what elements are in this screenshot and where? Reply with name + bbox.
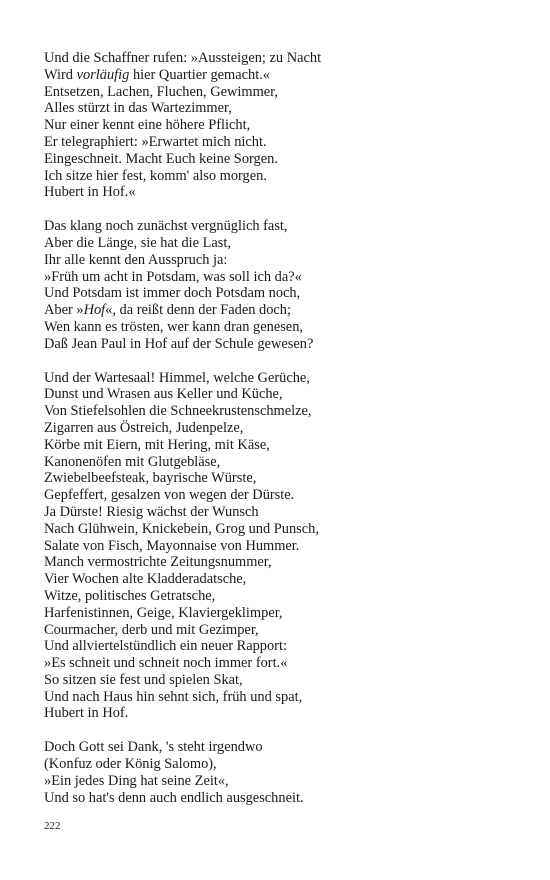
verse-line	[44, 302, 514, 319]
stanza	[44, 50, 514, 201]
text: »Es schneit und schneit noch immer fort.«	[44, 655, 288, 672]
text: Entsetzen, Lachen, Fluchen, Gewimmer,	[44, 83, 278, 100]
verse-line	[44, 151, 514, 168]
italic-text: vorläufig	[76, 66, 130, 83]
text: Körbe mit Eiern, mit Hering, mit Käse,	[44, 436, 270, 453]
text: Vier Wochen alte Kladderadatsche,	[44, 571, 247, 588]
text: Und die Schaffner rufen: »Aussteigen; zu Nacht	[44, 50, 322, 66]
verse-line	[44, 420, 514, 437]
verse-line	[44, 235, 514, 252]
text: Wird	[44, 66, 77, 83]
verse-line	[44, 470, 514, 487]
verse-line	[44, 168, 514, 185]
verse-line	[44, 218, 514, 235]
verse-line	[44, 386, 514, 403]
verse-line	[44, 184, 514, 201]
verse-line	[44, 454, 514, 471]
text: (Konfuz oder König Salomo),	[44, 756, 217, 773]
text: Und Potsdam ist immer doch Potsdam noch,	[44, 285, 301, 302]
verse-line	[44, 605, 514, 622]
text: Aber die Länge, sie hat die Last,	[44, 234, 232, 251]
verse-line	[44, 689, 514, 706]
verse-line	[44, 672, 514, 689]
text: Ihr alle kennt den Ausspruch ja:	[44, 251, 228, 268]
verse-line	[44, 790, 514, 807]
verse-line	[44, 739, 514, 756]
text: Manch vermostrichte Zeitungsnummer,	[44, 554, 272, 571]
verse-line	[44, 319, 514, 336]
text: Salate von Fisch, Mayonnaise von Hummer.	[44, 537, 300, 554]
verse-line	[44, 487, 514, 504]
verse-line	[44, 773, 514, 790]
italic-text: Hof	[83, 302, 106, 319]
stanza	[44, 218, 514, 352]
text: Eingeschneit. Macht Euch keine Sorgen.	[44, 150, 278, 167]
text: Zigarren aus Östreich, Judenpelze,	[44, 419, 244, 436]
verse-line	[44, 554, 514, 571]
verse-line	[44, 252, 514, 269]
text: Witze, politisches Getratsche,	[44, 587, 216, 604]
verse-line	[44, 336, 514, 353]
verse-line	[44, 67, 514, 84]
text: Er telegraphiert: »Erwartet mich nicht.	[44, 133, 267, 150]
text: Dunst und Wrasen aus Keller und Küche,	[44, 386, 283, 403]
text: Alles stürzt in das Wartezimmer,	[44, 100, 232, 117]
verse-line	[44, 705, 514, 722]
verse-line	[44, 117, 514, 134]
verse-line	[44, 588, 514, 605]
text: Und nach Haus hin sehnt sich, früh und spat,	[44, 688, 303, 705]
text: Und allviertelstündlich ein neuer Rapport:	[44, 638, 287, 655]
text: Gepfeffert, gesalzen von wegen der Dürste.	[44, 487, 295, 504]
text: Von Stiefelsohlen die Schneekrustenschmelze,	[44, 403, 312, 420]
text: Courmacher, derb und mit Gezimper,	[44, 621, 259, 638]
text: Aber »	[44, 302, 84, 319]
text: Ja Dürste! Riesig wächst der Wunsch	[44, 503, 259, 520]
verse-line	[44, 521, 514, 538]
verse-line	[44, 538, 514, 555]
text: »Ein jedes Ding hat seine Zeit«,	[44, 772, 229, 789]
poem-page	[44, 50, 514, 823]
text: «, da reißt denn der Faden doch;	[105, 302, 291, 319]
stanza	[44, 739, 514, 806]
text: Ich sitze hier fest, komm' also morgen.	[44, 167, 267, 184]
verse-line	[44, 504, 514, 521]
text: Und so hat's denn auch endlich ausgeschneit.	[44, 789, 304, 806]
text: Wen kann es trösten, wer kann dran genesen,	[44, 318, 303, 335]
text: Hubert in Hof.	[44, 705, 129, 722]
text: Zwiebelbeefsteak, bayrische Würste,	[44, 470, 257, 487]
text: So sitzen sie fest und spielen Skat,	[44, 671, 243, 688]
verse-line	[44, 100, 514, 117]
verse-line	[44, 571, 514, 588]
verse-line	[44, 84, 514, 101]
verse-line	[44, 370, 514, 387]
verse-line	[44, 50, 514, 67]
text: Hubert in Hof.«	[44, 184, 136, 201]
text: »Früh um acht in Potsdam, was soll ich da?«	[44, 268, 302, 285]
verse-line	[44, 285, 514, 302]
verse-line	[44, 269, 514, 286]
text: Doch Gott sei Dank, 's steht irgendwo	[44, 739, 263, 756]
text: Harfenistinnen, Geige, Klaviergeklimper,	[44, 604, 283, 621]
text: Und der Wartesaal! Himmel, welche Gerüche,	[44, 369, 310, 386]
text: hier Quartier gemacht.«	[129, 66, 271, 83]
text: Kanonenöfen mit Glutgebläse,	[44, 453, 221, 470]
verse-line	[44, 437, 514, 454]
verse-line	[44, 655, 514, 672]
verse-line	[44, 622, 514, 639]
page-number: 222	[44, 820, 61, 832]
verse-line	[44, 403, 514, 420]
text: Nur einer kennt eine höhere Pflicht,	[44, 117, 251, 134]
text: Nach Glühwein, Knickebein, Grog und Punsch,	[44, 520, 319, 537]
text: Daß Jean Paul in Hof auf der Schule gewesen?	[44, 335, 314, 352]
verse-line	[44, 134, 514, 151]
verse-line	[44, 638, 514, 655]
stanza	[44, 370, 514, 723]
verse-line	[44, 756, 514, 773]
text: Das klang noch zunächst vergnüglich fast,	[44, 218, 288, 235]
